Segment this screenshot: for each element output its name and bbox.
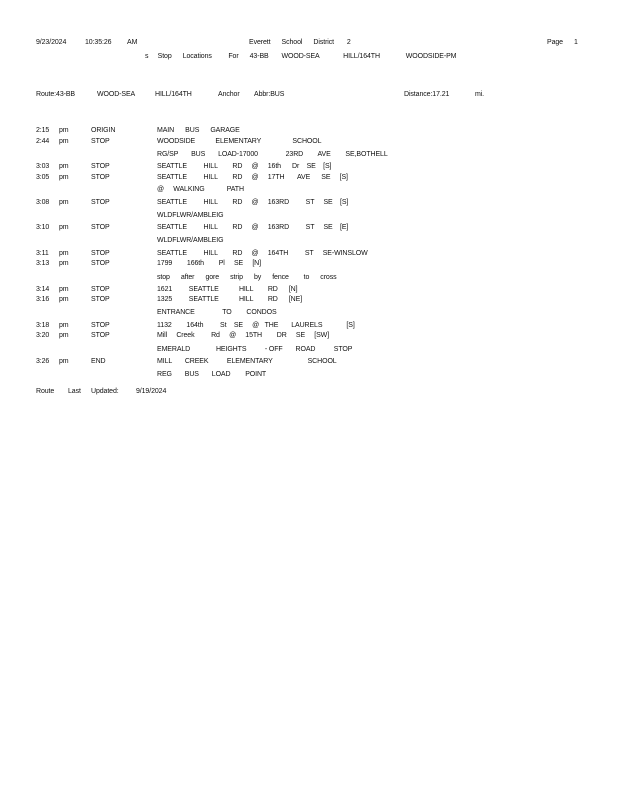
stop-description: Mill Creek Rd @ 15TH DR SE [SW]	[157, 332, 330, 339]
district-name: Everett School District 2	[249, 39, 351, 46]
stop-type: STOP	[91, 250, 110, 257]
stop-description: 1621 SEATTLE HILL RD [N]	[157, 286, 298, 293]
stop-ampm: pm	[59, 127, 69, 134]
stop-type: STOP	[91, 296, 110, 303]
stop-type: STOP	[91, 332, 110, 339]
stop-time: 3:08	[36, 199, 50, 206]
stop-type: STOP	[91, 286, 110, 293]
page-number: 1	[574, 39, 578, 46]
stop-type: STOP	[91, 174, 110, 181]
stop-type: STOP	[91, 224, 110, 231]
stop-type: STOP	[91, 138, 110, 145]
stop-description: @ WALKING PATH	[157, 186, 244, 193]
stop-type: END	[91, 358, 106, 365]
stop-time: 3:16	[36, 296, 50, 303]
footer-updated-label: Updated:	[91, 388, 119, 395]
stop-ampm: pm	[59, 286, 69, 293]
stop-description: RG/SP BUS LOAD-17000 23RD AVE SE,BOTHELL	[157, 151, 388, 158]
route-name-b: HILL/164TH	[155, 91, 192, 98]
route-abbr: Abbr:BUS	[254, 91, 285, 98]
stop-time: 3:20	[36, 332, 50, 339]
stop-description: MILL CREEK ELEMENTARY SCHOOL	[157, 358, 337, 365]
stop-ampm: pm	[59, 138, 69, 145]
stop-ampm: pm	[59, 358, 69, 365]
stop-ampm: pm	[59, 224, 69, 231]
stop-time: 3:18	[36, 322, 50, 329]
route-distance: Distance:17.21	[404, 91, 450, 98]
stop-time: 3:26	[36, 358, 50, 365]
stop-time: 3:11	[36, 250, 49, 257]
stop-description: EMERALD HEIGHTS - OFF ROAD STOP	[157, 346, 353, 353]
report-ampm: AM	[127, 39, 138, 46]
page-label: Page	[547, 39, 563, 46]
stop-time: 3:14	[36, 286, 50, 293]
stop-description: WLDFLWR/AMBLEIG	[157, 212, 224, 219]
stop-type: ORIGIN	[91, 127, 116, 134]
stop-description: SEATTLE HILL RD @ 164TH ST SE-WINSLOW	[157, 250, 368, 257]
report-date: 9/23/2024	[36, 39, 67, 46]
stop-type: STOP	[91, 163, 110, 170]
stop-description: SEATTLE HILL RD @ 17TH AVE SE [S]	[157, 174, 348, 181]
stop-time: 2:15	[36, 127, 50, 134]
anchor-label: Anchor	[218, 91, 240, 98]
stop-description: 1799 166th Pl SE [N]	[157, 260, 261, 267]
stop-type: STOP	[91, 322, 110, 329]
stop-ampm: pm	[59, 322, 69, 329]
stop-ampm: pm	[59, 199, 69, 206]
stop-ampm: pm	[59, 163, 69, 170]
stop-description: MAIN BUS GARAGE	[157, 127, 240, 134]
stop-description: REG BUS LOAD POINT	[157, 371, 267, 378]
stop-ampm: pm	[59, 332, 69, 339]
stop-description: 1325 SEATTLE HILL RD [NE]	[157, 296, 303, 303]
stop-description: ENTRANCE TO CONDOS	[157, 309, 277, 316]
stop-description: 1132 164th St SE @ THE LAURELS [S]	[157, 322, 355, 329]
report-time: 10:35:26	[85, 39, 112, 46]
stop-time: 3:05	[36, 174, 50, 181]
stop-description: SEATTLE HILL RD @ 163RD ST SE [S]	[157, 199, 349, 206]
stop-time: 3:10	[36, 224, 50, 231]
stop-description: WLDFLWR/AMBLEIG	[157, 237, 224, 244]
stop-ampm: pm	[59, 174, 69, 181]
route-name-a: WOOD-SEA	[97, 91, 136, 98]
stop-time: 3:03	[36, 163, 50, 170]
stop-type: STOP	[91, 199, 110, 206]
stop-time: 2:44	[36, 138, 50, 145]
stop-time: 3:13	[36, 260, 50, 267]
stop-description: SEATTLE HILL RD @ 16th Dr SE [S]	[157, 163, 332, 170]
stop-ampm: pm	[59, 296, 69, 303]
stop-description: SEATTLE HILL RD @ 163RD ST SE [E]	[157, 224, 349, 231]
stop-ampm: pm	[59, 250, 69, 257]
report-subtitle: s Stop Locations For 43-BB WOOD-SEA HILL/164TH WOODSIDE-PM	[145, 53, 457, 60]
footer-route-label: Route	[36, 388, 55, 395]
last-updated-date: 9/19/2024	[136, 388, 167, 395]
stop-type: STOP	[91, 260, 110, 267]
stop-ampm: pm	[59, 260, 69, 267]
footer-last-label: Last	[68, 388, 81, 395]
distance-unit: mi.	[475, 91, 485, 98]
stop-description: WOODSIDE ELEMENTARY SCHOOL	[157, 138, 322, 145]
stop-description: stop after gore strip by fence to cross	[157, 274, 337, 281]
route-id: Route:43-BB	[36, 91, 75, 98]
